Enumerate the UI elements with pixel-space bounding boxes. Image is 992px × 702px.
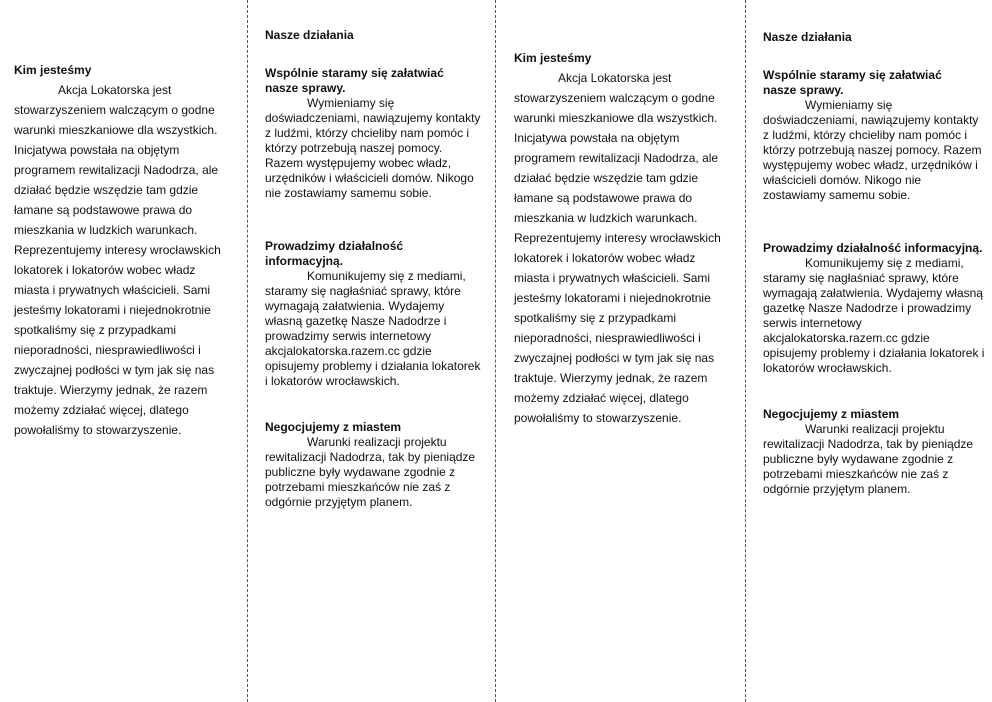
- section-joint-heading: Wspólnie staramy się załatwiać nasze sprawy.: [265, 66, 444, 95]
- who-heading: Kim jesteśmy: [514, 51, 592, 65]
- section-info-body: Komunikujemy się z mediami, staramy się nagłaśniać sprawy, które wymagają załatwienia. Wydajemy własną gazetkę Nasze Nadodrze i prowadzimy serwis internetowy akcjalokatorska.razem.cc gdzie opisujemy problemy i działania lokatorek i lokatorów wrocławskich.: [763, 256, 985, 375]
- fold-line-3: [745, 0, 746, 702]
- actions-panel-right: [763, 30, 985, 497]
- actions-title: Nasze działania: [763, 30, 852, 44]
- section-negotiate-body: Warunki realizacji projektu rewitalizacji Nadodrza, tak by pieniądze publiczne były wydawane zgodnie z potrzebami mieszkańców nie zaś z odgórnie przyjętym planem.: [265, 435, 476, 509]
- section-negotiate-body: Warunki realizacji projektu rewitalizacji Nadodrza, tak by pieniądze publiczne były wydawane zgodnie z potrzebami mieszkańców nie zaś z odgórnie przyjętym planem.: [763, 422, 974, 496]
- section-info-body: Komunikujemy się z mediami, staramy się nagłaśniać sprawy, które wymagają załatwienia. Wydajemy własną gazetkę Nasze Nadodrze i prowadzimy serwis internetowy akcjalokatorska.razem.cc gdzie opisujemy problemy i działania lokatorek i lokatorów wrocławskich.: [265, 269, 481, 388]
- section-info-heading: Prowadzimy działalność informacyjną.: [763, 241, 983, 255]
- section-info-heading: Prowadzimy działalność informacyjną.: [265, 239, 404, 268]
- actions-panel-left: [265, 28, 483, 510]
- section-joint-body: Wymieniamy się doświadczeniami, nawiązujemy kontakty z ludźmi, którzy chcieliby nam pomóc i którzy potrzebują naszej pomocy. Razem występujemy wobec władz, urzędników i właścicieli domów. Nikogo nie zostawiamy samemu sobie.: [763, 98, 982, 202]
- who-panel-left: [14, 60, 228, 440]
- who-panel-right: [514, 48, 728, 428]
- who-body: Akcja Lokatorska jest stowarzyszeniem walczącym o godne warunki mieszkaniowe dla wszystkich. Inicjatywa powstała na objętym programem rewitalizacji Nadodrza, ale działać będzie wszędzie tam gdzie łamane są podstawowe prawa do mieszkania w ludzkich warunkach. Reprezentujemy interesy wrocławskich lokatorek i lokatorów wobec władz miasta i prywatnych właścicieli. Sami jesteśmy lokatorami i niejednokrotnie spotkaliśmy się z przypadkami nieporadności, niesprawiedliwości i zwyczajnej podłości w tym jak się nas traktuje. Wierzymy jednak, że razem możemy zdziałać więcej, dlatego powołaliśmy to stowarzyszenie.: [514, 71, 721, 425]
- section-negotiate-heading: Negocjujemy z miastem: [265, 420, 402, 434]
- section-joint-heading: Wspólnie staramy się załatwiać nasze sprawy.: [763, 68, 942, 97]
- actions-title: Nasze działania: [265, 28, 354, 42]
- who-body: Akcja Lokatorska jest stowarzyszeniem walczącym o godne warunki mieszkaniowe dla wszystkich. Inicjatywa powstała na objętym programem rewitalizacji Nadodrza, ale działać będzie wszędzie tam gdzie łamane są podstawowe prawa do mieszkania w ludzkich warunkach. Reprezentujemy interesy wrocławskich lokatorek i lokatorów wobec władz miasta i prywatnych właścicieli. Sami jesteśmy lokatorami i niejednokrotnie spotkaliśmy się z przypadkami nieporadności, niesprawiedliwości i zwyczajnej podłości w tym jak się nas traktuje. Wierzymy jednak, że razem możemy zdziałać więcej, dlatego powołaliśmy to stowarzyszenie.: [14, 83, 221, 437]
- fold-line-1: [247, 0, 248, 702]
- section-joint-body: Wymieniamy się doświadczeniami, nawiązujemy kontakty z ludźmi, którzy chcieliby nam pomóc i którzy potrzebują naszej pomocy. Razem występujemy wobec władz, urzędników i właścicieli domów. Nikogo nie zostawiamy samemu sobie.: [265, 96, 481, 200]
- fold-line-2: [495, 0, 496, 702]
- section-negotiate-heading: Negocjujemy z miastem: [763, 407, 900, 421]
- who-heading: Kim jesteśmy: [14, 63, 92, 77]
